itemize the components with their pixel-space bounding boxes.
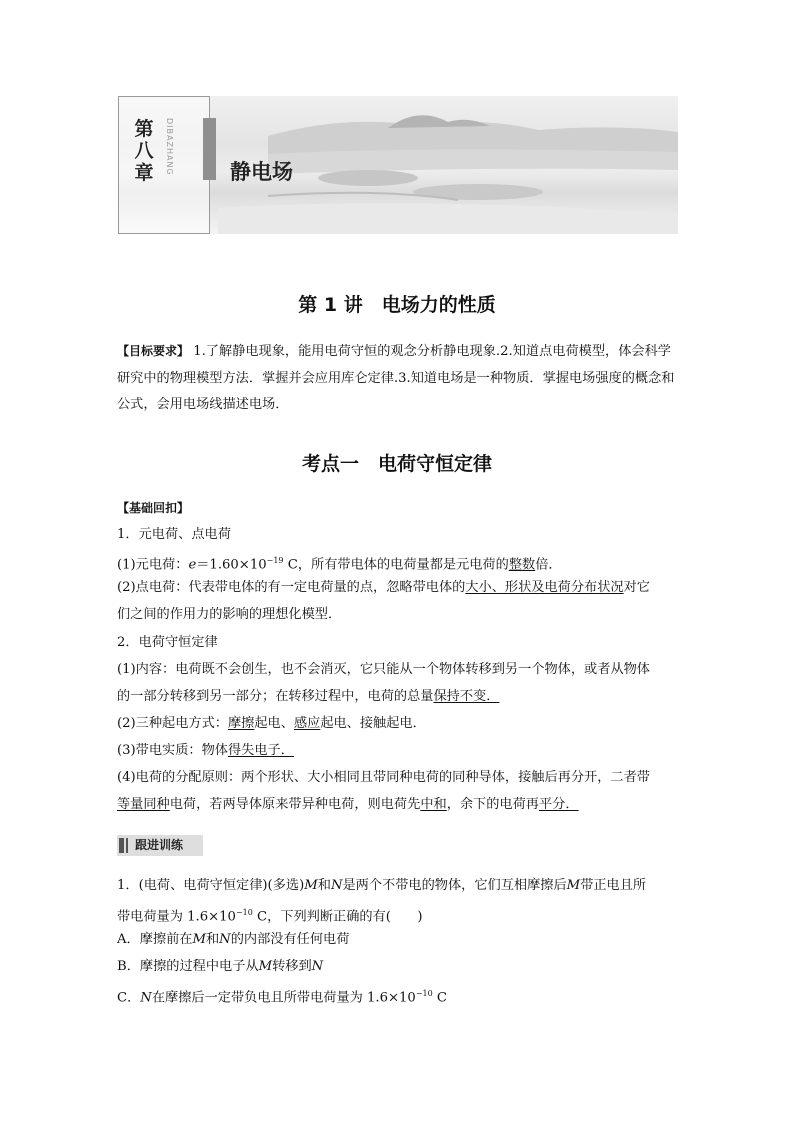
text: 在摩擦后一定带负电且所带电荷量为 1.6×10: [151, 990, 416, 1006]
chapter-title: 静电场: [230, 160, 293, 184]
para-charging-methods: [117, 714, 426, 734]
symbol-e: e: [188, 557, 197, 573]
underlined-answer: 保持不变．: [433, 689, 500, 704]
chapter-label: [133, 118, 155, 184]
text: 的一部分转移到另一部分；在转移过程中，电荷的总量: [117, 689, 434, 704]
text: 起电、接触起电．: [320, 716, 426, 731]
text: C．: [117, 990, 141, 1006]
text: A．摩擦前在: [117, 932, 193, 947]
underlined-answer: 感应: [293, 716, 321, 731]
underlined-answer: 摩擦: [228, 716, 255, 731]
bar-marker-icon-thin: [126, 838, 128, 853]
underlined-answer: 得失电子．: [228, 743, 294, 758]
text: (1)元电荷：: [117, 557, 189, 573]
underlined-answer: 整数: [508, 557, 536, 573]
exponent: −10: [415, 989, 433, 998]
text: 是两个不带电的物体，它们互相摩擦后: [342, 878, 567, 893]
banner-accent-bar: [203, 118, 216, 180]
chapter-pinyin: DIBAZHANG: [165, 118, 174, 176]
underlined-answer: 平分．: [539, 797, 579, 812]
exponent: −19: [266, 556, 284, 565]
para-conservation-content-cont: [117, 687, 499, 707]
symbol-M: M: [566, 878, 581, 893]
question-line-2: [117, 903, 422, 927]
text: C，所有带电体的电荷量都是元电荷的: [283, 557, 509, 573]
text: 电荷，若两导体原来带异种电荷，则电荷先: [169, 797, 421, 812]
text: B．摩擦的过程中电子从: [117, 959, 259, 974]
chapter-char-1: 第: [134, 118, 154, 140]
section-title: 考点一 电荷守恒定律: [301, 453, 492, 475]
follow-training-label: 跟进训练: [135, 838, 184, 852]
symbol-M: M: [258, 959, 273, 974]
basics-tag: 【基础回扣】: [117, 501, 190, 515]
text: 和: [317, 878, 331, 893]
objectives-tag: 【目标要求】: [117, 344, 190, 358]
chapter-char-3: 章: [134, 162, 154, 184]
text: 带正电且所: [580, 878, 647, 893]
symbol-M: M: [304, 878, 318, 893]
para-distribution-cont: [117, 795, 579, 815]
option-b: [117, 957, 323, 977]
para-distribution: (4)电荷的分配原则：两个形状、大小相同且带同种电荷的同种导体，接触后再分开，二者带: [117, 770, 650, 785]
text: ，余下的电荷再: [446, 797, 539, 812]
text: C: [432, 990, 448, 1006]
text: (3)带电实质：物体: [117, 743, 228, 758]
exponent: −10: [235, 908, 253, 917]
para-conservation-content: (1)内容：电荷既不会创生，也不会消灭，它只能从一个物体转移到另一个物体，或者从物体: [117, 662, 650, 677]
question-line-1: [117, 876, 646, 896]
symbol-M: M: [192, 932, 206, 947]
option-a: [117, 930, 349, 950]
text: 的内部没有任何电荷: [230, 932, 350, 947]
text: (2)点电荷：代表带电体的有一定电荷量的点，忽略带电体的: [117, 580, 466, 595]
text: 1．(电荷、电荷守恒定律)(多选): [117, 878, 305, 893]
text: 和: [205, 932, 220, 947]
symbol-N: N: [140, 990, 152, 1006]
underlined-answer: 大小、形状及电荷分布状况: [465, 580, 624, 595]
text: 对它: [623, 580, 650, 595]
objectives-text: 1.了解静电现象，能用电荷守恒的观念分析静电现象.2.知道点电荷模型，体会科学研究中的物理模型方法．掌握并会应用库仑定律.3.知道电场是一种物质．掌握电场强度的概念和公式，会用电场线描述电场．: [117, 344, 675, 412]
text: 转移到: [272, 959, 312, 974]
bar-marker-icon: [119, 838, 124, 853]
text: 倍．: [535, 557, 562, 573]
option-c: [117, 984, 447, 1008]
underlined-answer: 等量同种: [117, 797, 170, 812]
para-point-charge-cont: 们之间的作用力的影响的理想化模型．: [117, 607, 342, 622]
symbol-N: N: [330, 878, 343, 893]
para-charging-essence: [117, 741, 294, 761]
symbol-N: N: [311, 959, 324, 974]
heading-conservation: 2．电荷守恒定律: [117, 635, 218, 650]
text: ＝1.60×10: [196, 557, 267, 573]
text: (2)三种起电方式：: [117, 716, 228, 731]
para-point-charge: [117, 578, 650, 598]
chapter-char-2: 八: [134, 140, 154, 162]
para-elementary-charge: [117, 551, 562, 575]
heading-elementary-charge: 1．元电荷、点电荷: [117, 527, 231, 542]
objectives: [117, 338, 680, 419]
underlined-answer: 中和: [420, 797, 447, 812]
follow-training-header: [117, 835, 203, 856]
text: 起电、: [254, 716, 294, 731]
symbol-N: N: [219, 932, 231, 947]
text: C，下列判断正确的有( ): [252, 909, 423, 925]
lecture-title: 第 1 讲 电场力的性质: [298, 294, 496, 316]
text: 带电荷量为 1.6×10: [117, 909, 236, 925]
